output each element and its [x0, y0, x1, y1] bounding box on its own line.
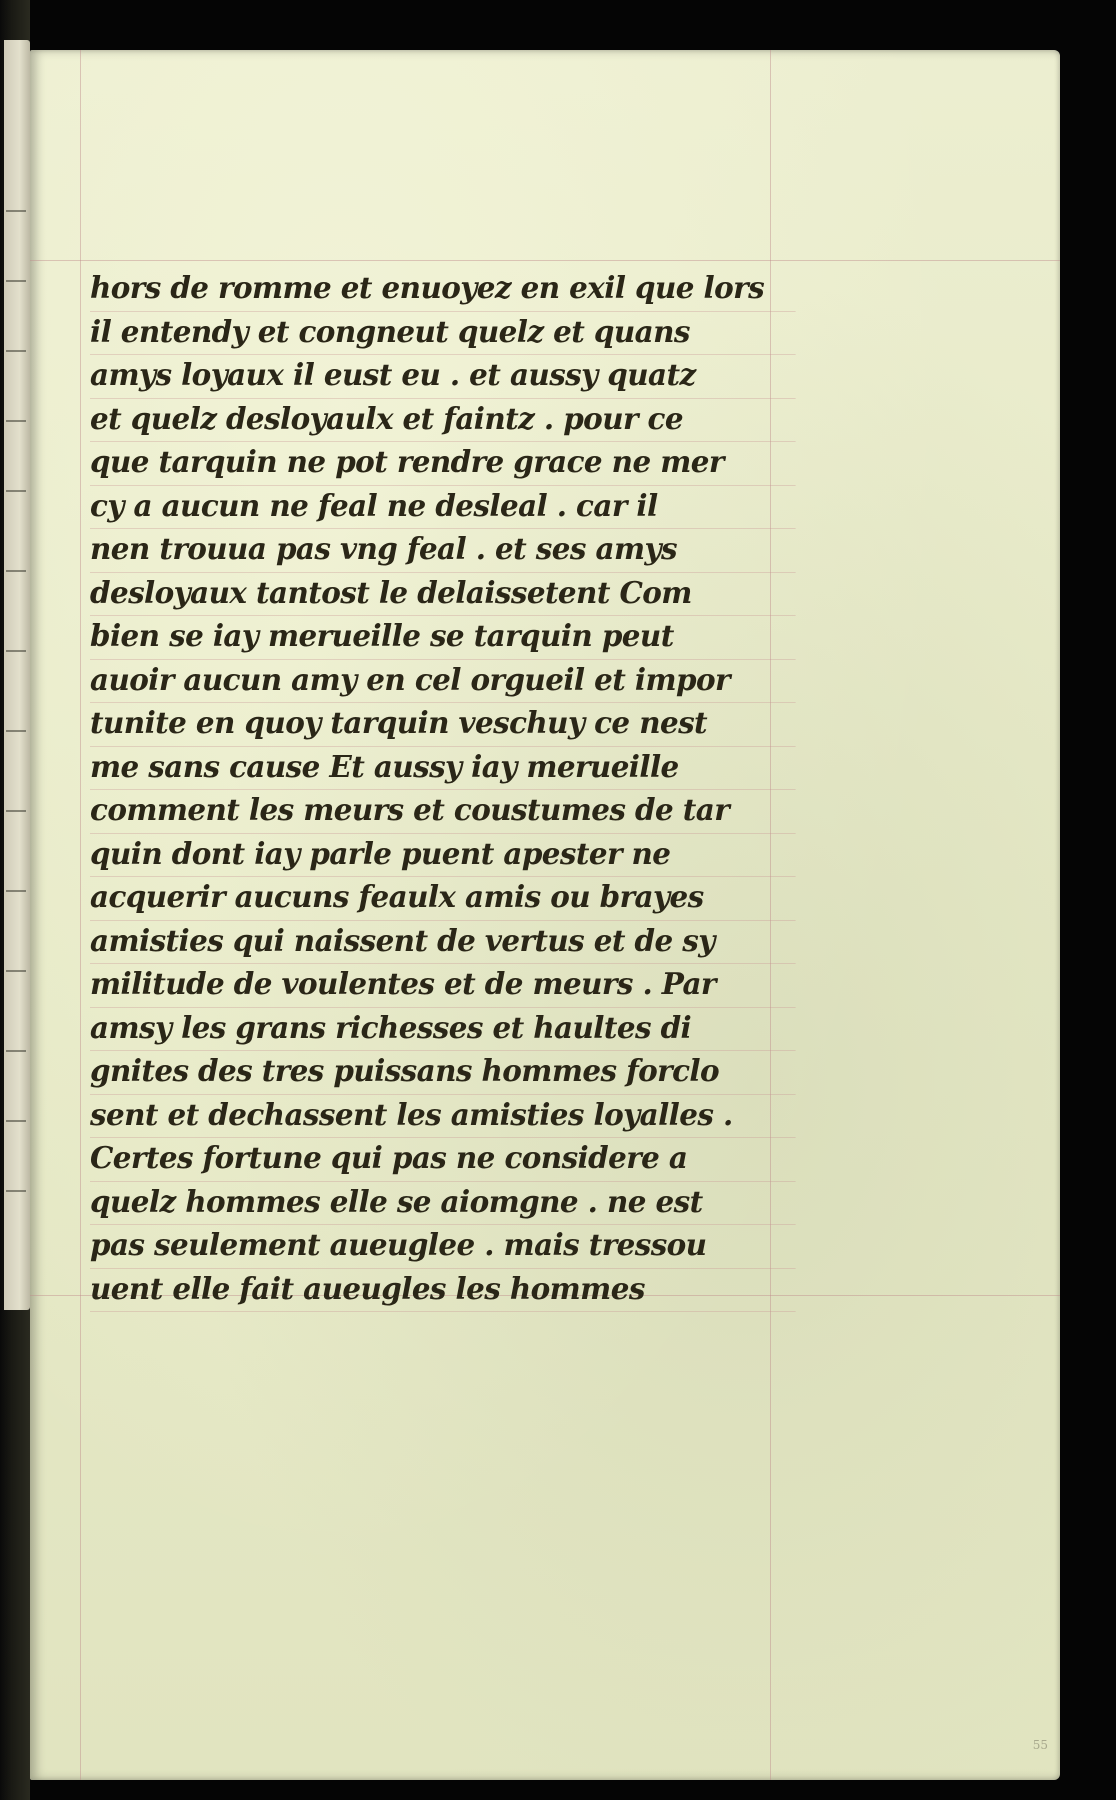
text-line: Certes fortune qui pas ne considere a — [90, 1138, 796, 1182]
text-line: quelz hommes elle se aiomgne . ne est — [90, 1182, 796, 1226]
text-line: quin dont iay parle puent apester ne — [90, 834, 796, 878]
facing-page-edge — [4, 40, 30, 1310]
ruling-top-line — [30, 260, 1060, 261]
text-line: comment les meurs et coustumes de tar — [90, 790, 796, 834]
text-line: desloyaux tantost le delaissetent Com — [90, 573, 796, 617]
folio-number: 55 — [1032, 1738, 1048, 1752]
text-line: gnites des tres puissans hommes forclo — [90, 1051, 796, 1095]
text-line: hors de romme et enuoyez en exil que lors — [90, 268, 796, 312]
text-line: il entendy et congneut quelz et quans — [90, 312, 796, 356]
text-line: que tarquin ne pot rendre grace ne mer — [90, 442, 796, 486]
manuscript-folio — [30, 50, 1060, 1780]
text-line: me sans cause Et aussy iay merueille — [90, 747, 796, 791]
text-line: militude de voulentes et de meurs . Par — [90, 964, 796, 1008]
text-line: pas seulement aueuglee . mais tressou — [90, 1225, 796, 1269]
text-block — [90, 268, 810, 1312]
text-line: sent et dechassent les amisties loyalles . — [90, 1095, 796, 1139]
text-line: acquerir aucuns feaulx amis ou brayes — [90, 877, 796, 921]
text-line: amys loyaux il eust eu . et aussy quatz — [90, 355, 796, 399]
text-line: amsy les grans richesses et haultes di — [90, 1008, 796, 1052]
text-line: nen trouua pas vng feal . et ses amys — [90, 529, 796, 573]
text-line: cy a aucun ne feal ne desleal . car il — [90, 486, 796, 530]
text-line: uent elle fait aueugles les hommes — [90, 1269, 796, 1313]
text-line: auoir aucun amy en cel orgueil et impor — [90, 660, 796, 704]
text-line: bien se iay merueille se tarquin peut — [90, 616, 796, 660]
text-line: tunite en quoy tarquin veschuy ce nest — [90, 703, 796, 747]
text-line: amisties qui naissent de vertus et de sy — [90, 921, 796, 965]
ruling-left-margin — [80, 50, 81, 1780]
text-line: et quelz desloyaulx et faintz . pour ce — [90, 399, 796, 443]
